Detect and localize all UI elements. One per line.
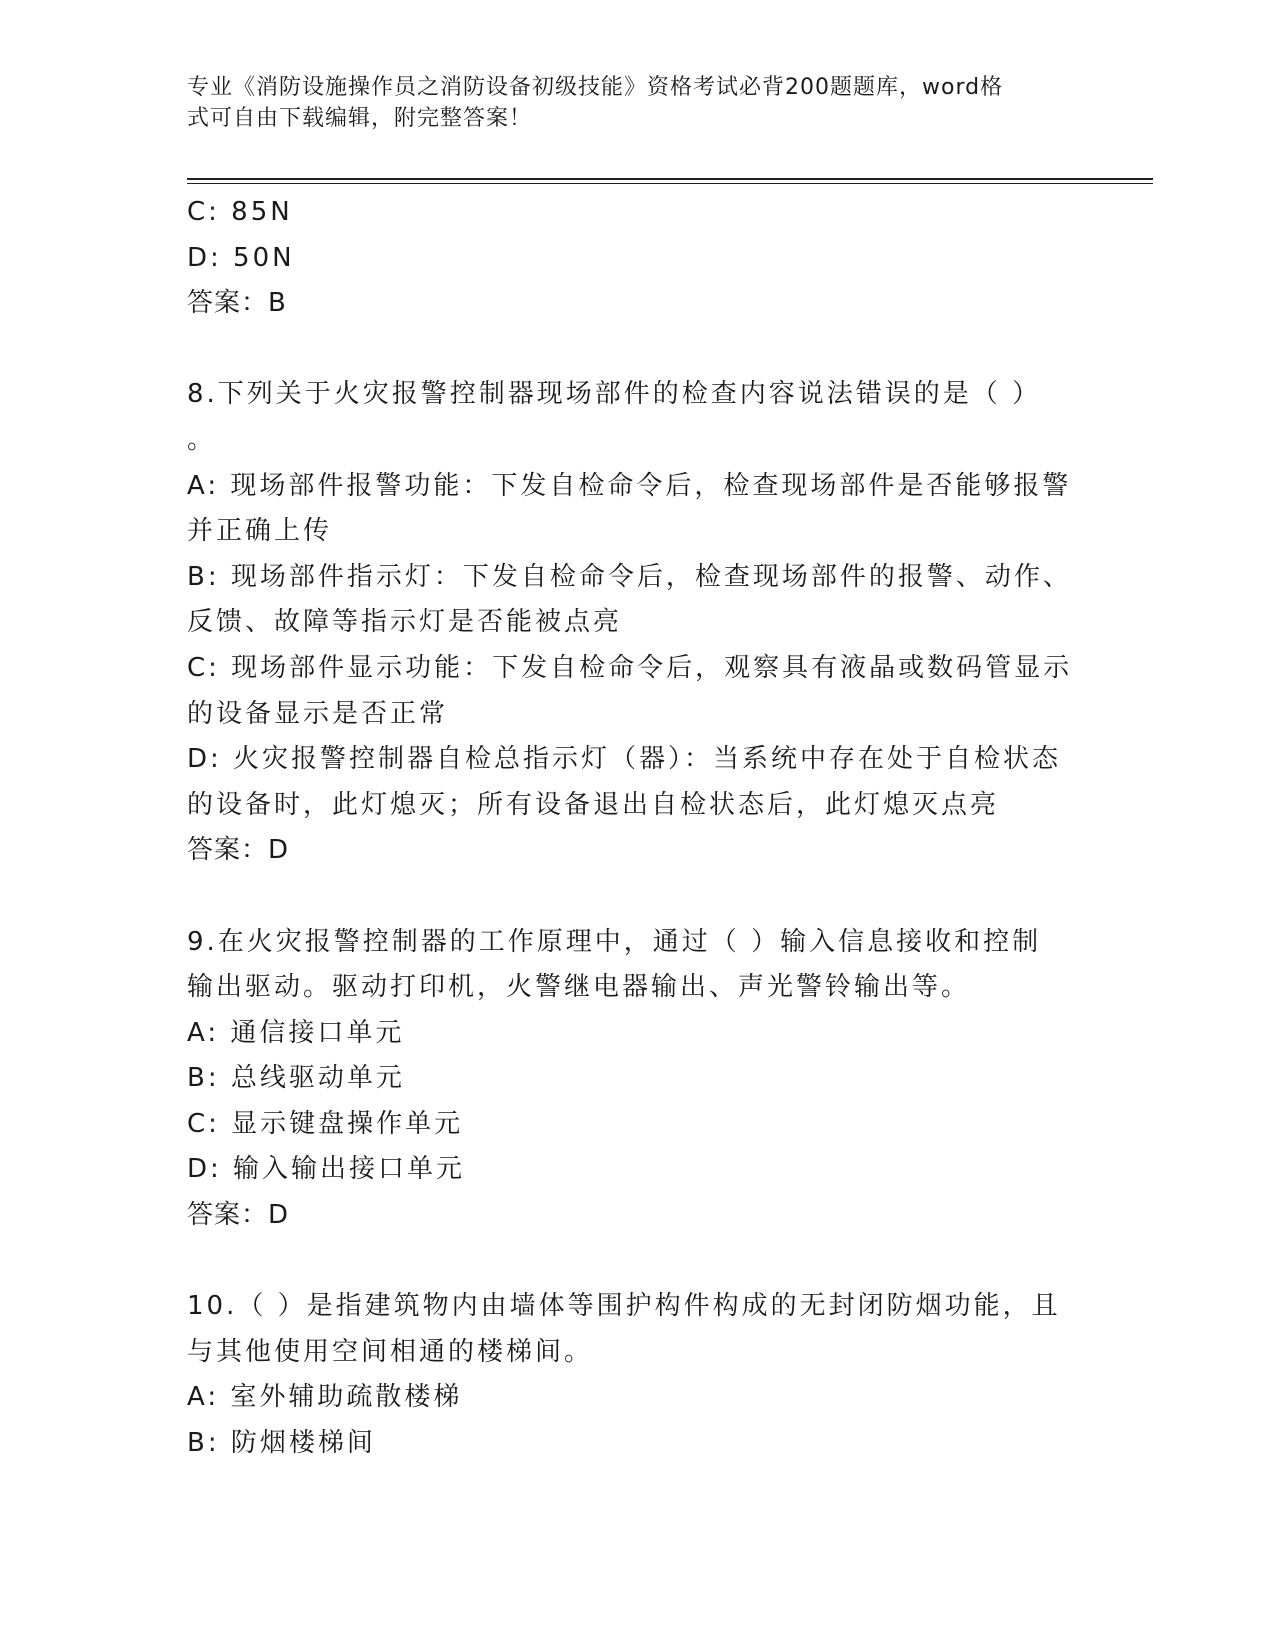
option-a: A: 通信接口单元 (187, 1017, 405, 1048)
question-8 (187, 372, 1087, 874)
option-b: B: 防烟楼梯间 (187, 1428, 376, 1459)
spacer (187, 874, 1087, 920)
answer: 答案：D (187, 1200, 290, 1231)
spacer (187, 1239, 1087, 1285)
question-stem-cont: 。 (187, 424, 217, 455)
question-stem-cont: 与其他使用空间相通的楼梯间。 (187, 1336, 594, 1367)
option-b: B: 总线驱动单元 (187, 1063, 405, 1094)
document-header (187, 72, 1067, 134)
question-7-tail (187, 190, 1087, 327)
option-b: B: 现场部件指示灯：下发自检命令后，检查现场部件的报警、动作、 (187, 561, 1072, 592)
option-a-cont: 并正确上传 (187, 516, 333, 547)
answer: 答案：D (187, 835, 290, 866)
option-c: C: 85N (187, 197, 293, 227)
option-c: C: 显示键盘操作单元 (187, 1108, 464, 1139)
option-c: C: 现场部件显示功能：下发自检命令后，观察具有液晶或数码管显示 (187, 652, 1073, 683)
header-divider-thick (187, 178, 1153, 180)
option-c-cont: 的设备显示是否正常 (187, 698, 449, 729)
question-9 (187, 920, 1087, 1239)
spacer (187, 327, 1087, 373)
option-a: A: 现场部件报警功能：下发自检命令后，检查现场部件是否能够报警 (187, 470, 1072, 501)
header-line-2: 式可自由下载编辑，附完整答案！ (187, 106, 533, 131)
question-stem: 10.（ ）是指建筑物内由墙体等围护构件构成的无封闭防烟功能，且 (187, 1291, 1061, 1322)
question-content (187, 190, 1087, 1467)
header-divider-thin (187, 183, 1153, 184)
answer: 答案：B (187, 288, 287, 319)
option-d-cont: 的设备时，此灯熄灭；所有设备退出自检状态后，此灯熄灭点亮 (187, 789, 1000, 820)
option-d: D: 50N (187, 242, 295, 273)
option-b-cont: 反馈、故障等指示灯是否能被点亮 (187, 607, 623, 638)
option-a: A: 室外辅助疏散楼梯 (187, 1382, 463, 1413)
option-d: D: 火灾报警控制器自检总指示灯（器）：当系统中存在处于自检状态 (187, 744, 1062, 775)
question-stem: 9.在火灾报警控制器的工作原理中，通过（ ）输入信息接收和控制 (187, 926, 1042, 957)
question-stem: 8.下列关于火灾报警控制器现场部件的检查内容说法错误的是（ ） (187, 379, 1042, 410)
header-line-1: 专业《消防设施操作员之消防设备初级技能》资格考试必背200题题库，word格 (187, 75, 1004, 100)
question-stem-cont: 输出驱动。驱动打印机，火警继电器输出、声光警铃输出等。 (187, 972, 971, 1003)
option-d: D: 输入输出接口单元 (187, 1154, 466, 1185)
question-10 (187, 1284, 1087, 1466)
